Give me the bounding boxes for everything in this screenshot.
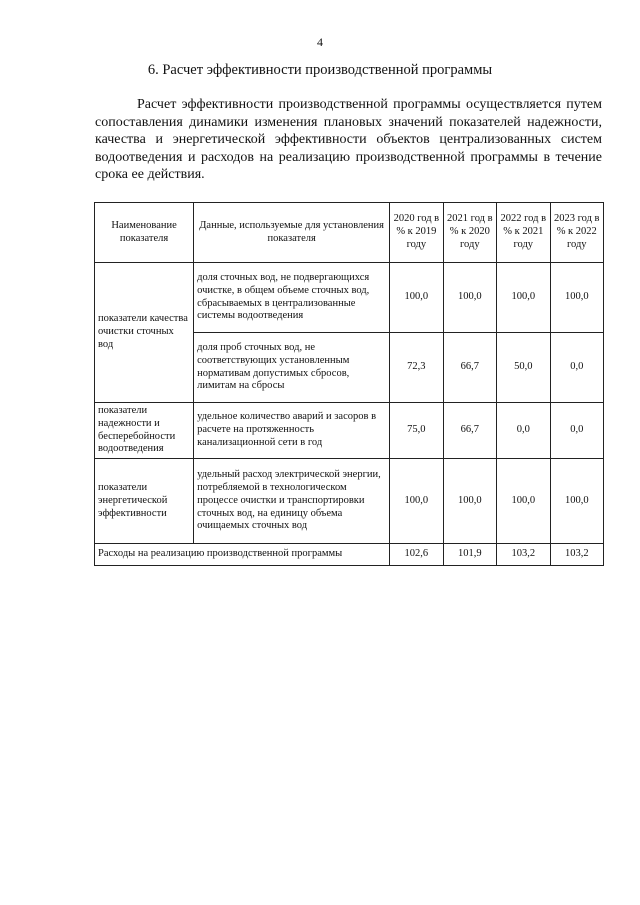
page-number: 4 xyxy=(317,35,323,49)
row-description: доля сточных вод, не подвергающихся очистке, в общем объеме сточных вод, сбрасываемых в централизованные системы водоотведения xyxy=(194,263,390,333)
table-header-row xyxy=(95,203,604,263)
value-cell: 100,0 xyxy=(390,459,443,544)
body-paragraph: Расчет эффективности производственной программы осуществляется путем сопоставления динамики изменения плановых значений показателей надежности, качества и энергетической эффективности объектов централизованных систем водоотведения и расходов на реализацию производственной программы в течение срока ее действия. xyxy=(95,97,602,182)
header-year-2022: 2022 год в % к 2021 году xyxy=(497,203,550,263)
value-cell: 75,0 xyxy=(390,403,443,459)
header-year-2020: 2020 год в % к 2019 году xyxy=(390,203,443,263)
table-total-row xyxy=(95,544,604,566)
value-cell: 0,0 xyxy=(497,403,550,459)
table-row xyxy=(95,263,604,333)
value-cell: 100,0 xyxy=(390,263,443,333)
value-cell: 0,0 xyxy=(550,333,604,403)
value-cell: 100,0 xyxy=(497,263,550,333)
value-cell: 100,0 xyxy=(550,263,604,333)
group-name-energy: показатели энергетической эффективности xyxy=(95,459,194,544)
value-cell: 100,0 xyxy=(497,459,550,544)
value-cell: 72,3 xyxy=(390,333,443,403)
total-value-cell: 101,9 xyxy=(443,544,496,566)
value-cell: 50,0 xyxy=(497,333,550,403)
group-name-reliability: показатели надежности и бесперебойности водоотведения xyxy=(95,403,194,459)
total-value-cell: 103,2 xyxy=(497,544,550,566)
table-row xyxy=(95,403,604,459)
table-row xyxy=(95,459,604,544)
value-cell: 0,0 xyxy=(550,403,604,459)
header-indicator-name: Наименование показателя xyxy=(95,203,194,263)
total-value-cell: 102,6 xyxy=(390,544,443,566)
row-description: доля проб сточных вод, не соответствующих установленным нормативам допустимых сбросов, лимитам на сбросы xyxy=(194,333,390,403)
value-cell: 66,7 xyxy=(443,403,496,459)
value-cell: 100,0 xyxy=(550,459,604,544)
value-cell: 100,0 xyxy=(443,263,496,333)
header-year-2021: 2021 год в % к 2020 году xyxy=(443,203,496,263)
header-source-data: Данные, используемые для установления показателя xyxy=(194,203,390,263)
group-name-quality: показатели качества очистки сточных вод xyxy=(95,263,194,403)
section-title: 6. Расчет эффективности производственной программы xyxy=(147,62,493,78)
row-description: удельное количество аварий и засоров в расчете на протяженность канализационной сети в год xyxy=(194,403,390,459)
value-cell: 100,0 xyxy=(443,459,496,544)
total-label: Расходы на реализацию производственной программы xyxy=(95,544,390,566)
row-description: удельный расход электрической энергии, потребляемой в технологическом процессе очистки и транспортировки сточных вод, на единицу объема очищаемых сточных вод xyxy=(194,459,390,544)
header-year-2023: 2023 год в % к 2022 году xyxy=(550,203,604,263)
indicators-table xyxy=(94,202,604,566)
value-cell: 66,7 xyxy=(443,333,496,403)
total-value-cell: 103,2 xyxy=(550,544,604,566)
